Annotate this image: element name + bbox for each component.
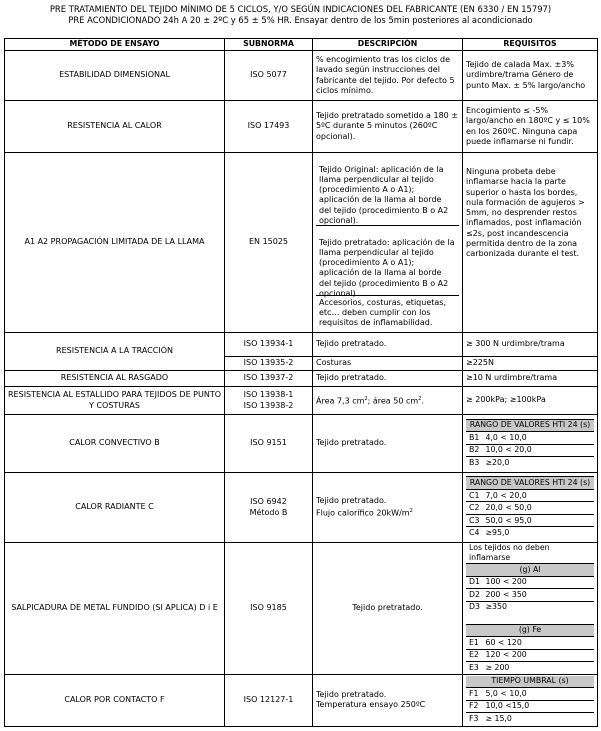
header-line-1: PRE TRATAMIENTO DEL TEJIDO MÍNIMO DE 5 CICLOS, Y/O SEGÚN INDICACIONES DEL FABRICANTE (EN 6330 / EN 15797) bbox=[49, 4, 552, 14]
metal-range-table bbox=[466, 543, 594, 674]
level-code: E1 bbox=[469, 637, 479, 647]
level-code: B2 bbox=[469, 445, 480, 455]
level-code: F2 bbox=[469, 701, 479, 711]
description-cell bbox=[313, 387, 463, 415]
norm-line-1: ISO 6942 bbox=[250, 497, 287, 507]
requirement-cell: Tejido de calada Max. ±3% urdimbre/trama Género de punto Max. ± 5% largo/ancho bbox=[463, 51, 598, 101]
level-range: ≥350 bbox=[485, 601, 507, 611]
range-row bbox=[466, 457, 594, 469]
level-code: F3 bbox=[469, 713, 479, 723]
description-accessories: Accesorios, costuras, etiquetas, etc… deben cumplir con los requisitos de inflamabilidad. bbox=[319, 297, 446, 328]
requirement-cell bbox=[463, 473, 598, 543]
method-cell: RESISTENCIA AL CALOR bbox=[5, 101, 225, 153]
description-pretreated: Tejido pretratado: aplicación de la llama perpendicular al tejido (procedimiento A o A1); aplicación de la llama al borde del tejido (procedimiento B o A2 opcional). bbox=[316, 226, 459, 296]
range-row bbox=[466, 432, 594, 445]
range-row bbox=[466, 662, 594, 674]
description-cell: Tejido pretratado. bbox=[313, 333, 463, 357]
requirement-cell bbox=[463, 674, 598, 726]
header-line-2: PRE ACONDICIONADO 24h A 20 ± 2ºC y 65 ± 5% HR. Ensayar dentro de los 5min posteriores al acondicionado bbox=[68, 14, 533, 25]
level-range: ≥ 200 bbox=[485, 662, 510, 672]
range-row bbox=[466, 700, 594, 713]
method-cell: CALOR POR CONTACTO F bbox=[5, 674, 225, 726]
requirement-cell: Ninguna probeta debe inflamarse hacia la parte superior o hasta los bordes, nula formación de agujeros > 5mm, no desprender restos inflamados, post inflamación ≤2s, post incandescencia permitida dentro de la zona carbonizada durante el test. bbox=[463, 153, 598, 333]
description-cell: Tejido pretratado. bbox=[313, 415, 463, 473]
level-range: ≥ 15,0 bbox=[485, 713, 512, 723]
level-range: ≥20,0 bbox=[485, 457, 510, 467]
range-row bbox=[466, 489, 594, 502]
range-row bbox=[466, 444, 594, 457]
range-row bbox=[466, 649, 594, 662]
level-range: 5,0 < 10,0 bbox=[485, 688, 527, 698]
description-cell: % encogimiento tras los ciclos de lavado según instrucciones del fabricante del tejido. Por defecto 5 ciclos mínimo. bbox=[313, 51, 463, 101]
range-row bbox=[466, 637, 594, 650]
range-row bbox=[466, 601, 594, 624]
level-code: E3 bbox=[469, 662, 479, 672]
range-row bbox=[466, 527, 594, 539]
requirement-cell bbox=[463, 543, 598, 675]
table-row bbox=[5, 51, 598, 101]
requirement-cell: Encogimiento ≤ -5% largo/ancho en 180ºC y ≤ 10% en los 260ºC. Ninguna capa puede inflamarse ni fundir. bbox=[463, 101, 598, 153]
fe-header: (g) Fe bbox=[466, 624, 594, 637]
norm-cell bbox=[225, 473, 313, 543]
norm-cell: ISO 13934-1 bbox=[225, 333, 313, 357]
col-header-subnorm: SUBNORMA bbox=[225, 39, 313, 51]
description-line-1: Tejido pretratado. bbox=[316, 495, 387, 505]
requirement-cell: ≥10 N urdimbre/trama bbox=[463, 371, 598, 387]
description-part: ; área 50 cm bbox=[367, 396, 419, 406]
level-code: B3 bbox=[469, 457, 480, 467]
range-header: RANGO DE VALORES HTI 24 (s) bbox=[466, 419, 594, 432]
method-cell: RESISTENCIA AL ESTALLIDO PARA TEJIDOS DE PUNTO Y COSTURAS bbox=[5, 387, 225, 415]
requirement-cell: ≥ 200kPa; ≥100kPa bbox=[463, 387, 598, 415]
method-cell: A1 A2 PROPAGACIÓN LIMITADA DE LA LLAMA bbox=[5, 153, 225, 333]
method-cell: ESTABILIDAD DIMENSIONAL bbox=[5, 51, 225, 101]
range-row bbox=[466, 589, 594, 602]
level-range: 10,0 <15,0 bbox=[485, 701, 530, 711]
requirement-cell: ≥ 300 N urdimbre/trama bbox=[463, 333, 598, 357]
norm-cell: ISO 5077 bbox=[225, 51, 313, 101]
range-row bbox=[466, 576, 594, 589]
table-row bbox=[5, 333, 598, 357]
level-code: D1 bbox=[469, 577, 480, 587]
description-line-2 bbox=[316, 506, 459, 519]
level-range: 120 < 200 bbox=[485, 650, 527, 660]
norm-line-2: ISO 13938-2 bbox=[243, 400, 294, 410]
col-header-method: MÉTODO DE ENSAYO bbox=[5, 39, 225, 51]
level-code: C1 bbox=[469, 490, 480, 500]
description-part: Área 7,3 cm bbox=[316, 396, 365, 406]
hti-range-table bbox=[466, 419, 594, 469]
method-cell: SALPICADURA DE METAL FUNDIDO (SI APLICA) D i E bbox=[5, 543, 225, 675]
description-part: Flujo calorífico 20kW/m bbox=[316, 508, 410, 518]
level-range: 7,0 < 20,0 bbox=[485, 490, 527, 500]
superscript: 2 bbox=[409, 508, 413, 515]
norm-cell: ISO 13937-2 bbox=[225, 371, 313, 387]
col-header-requirements: REQUISITOS bbox=[463, 39, 598, 51]
level-range: 100 < 200 bbox=[485, 577, 527, 587]
description-line-1: Tejido pretratado. bbox=[316, 689, 387, 699]
level-code: C2 bbox=[469, 503, 480, 512]
superscript: 2 bbox=[418, 396, 422, 403]
norm-cell: ISO 9185 bbox=[225, 543, 313, 675]
level-range: ≥95,0 bbox=[485, 528, 510, 537]
table-row bbox=[5, 415, 598, 473]
requirement-cell: ≥225N bbox=[463, 357, 598, 371]
method-cell: RESISTENCIA A LA TRACCIÓN bbox=[5, 333, 225, 371]
al-header: (g) Al bbox=[466, 564, 594, 577]
norm-cell: ISO 12127-1 bbox=[225, 674, 313, 726]
level-code: B1 bbox=[469, 432, 480, 442]
method-cell: CALOR RADIANTE C bbox=[5, 473, 225, 543]
norm-cell: ISO 13935-2 bbox=[225, 357, 313, 371]
level-code: D3 bbox=[469, 601, 480, 611]
range-row bbox=[466, 514, 594, 527]
level-code: E2 bbox=[469, 650, 479, 660]
description-line-2: Temperatura ensayo 250ºC bbox=[316, 700, 426, 709]
table-row bbox=[5, 674, 598, 726]
description-cell bbox=[313, 153, 463, 333]
level-range: 200 < 350 bbox=[485, 589, 527, 599]
requirement-cell bbox=[463, 415, 598, 473]
threshold-header: TIEMPO UMBRAL (s) bbox=[466, 676, 594, 688]
superscript: 2 bbox=[364, 396, 368, 403]
level-range: 50,0 < 95,0 bbox=[485, 515, 532, 525]
table-row bbox=[5, 543, 598, 675]
table-row bbox=[5, 101, 598, 153]
hti-range-table bbox=[466, 476, 594, 539]
description-cell: Tejido pretratado. bbox=[313, 371, 463, 387]
norm-cell bbox=[225, 387, 313, 415]
col-header-description: DESCRIPCIÓN bbox=[313, 39, 463, 51]
requirement-note: Los tejidos no deben inflamarse bbox=[469, 543, 550, 562]
document-header bbox=[0, 0, 601, 28]
requirements-table bbox=[4, 38, 598, 727]
level-code: F1 bbox=[469, 688, 479, 698]
range-row bbox=[466, 713, 594, 725]
method-cell: RESISTENCIA AL RASGADO bbox=[5, 371, 225, 387]
table-row bbox=[5, 153, 598, 333]
description-cell: Costuras bbox=[313, 357, 463, 371]
norm-line-1: ISO 13938-1 bbox=[243, 390, 294, 400]
norm-line-2: Método B bbox=[249, 507, 288, 517]
level-code: C3 bbox=[469, 515, 480, 525]
norm-cell: ISO 9151 bbox=[225, 415, 313, 473]
level-range: 20,0 < 50,0 bbox=[485, 503, 532, 512]
level-range: 60 < 120 bbox=[485, 637, 522, 647]
description-cell bbox=[313, 674, 463, 726]
range-row bbox=[466, 688, 594, 701]
description-cell: Tejido pretratado. bbox=[313, 543, 463, 675]
table-row bbox=[5, 371, 598, 387]
threshold-table bbox=[466, 676, 594, 725]
table-row bbox=[5, 387, 598, 415]
norm-cell: EN 15025 bbox=[225, 153, 313, 333]
level-code: D2 bbox=[469, 589, 480, 599]
table-header-row bbox=[5, 39, 598, 51]
level-code: C4 bbox=[469, 528, 480, 537]
norm-cell: ISO 17493 bbox=[225, 101, 313, 153]
description-cell bbox=[313, 473, 463, 543]
description-cell: Tejido pretratado sometido a 180 ± 5ºC durante 5 minutos (260ºC opcional). bbox=[313, 101, 463, 153]
range-row bbox=[466, 502, 594, 515]
method-cell: CALOR CONVECTIVO B bbox=[5, 415, 225, 473]
table-row bbox=[5, 473, 598, 543]
level-range: 4,0 < 10,0 bbox=[485, 432, 527, 442]
range-header: RANGO DE VALORES HTI 24 (s) bbox=[466, 477, 594, 490]
level-range: 10,0 < 20,0 bbox=[485, 445, 532, 455]
description-part: . bbox=[421, 396, 424, 406]
description-original: Tejido Original: aplicación de la llama perpendicular al tejido (procedimiento A o A1); aplicación de la llama al borde del tejido (procedimiento B o A2 opcional). bbox=[316, 155, 459, 226]
